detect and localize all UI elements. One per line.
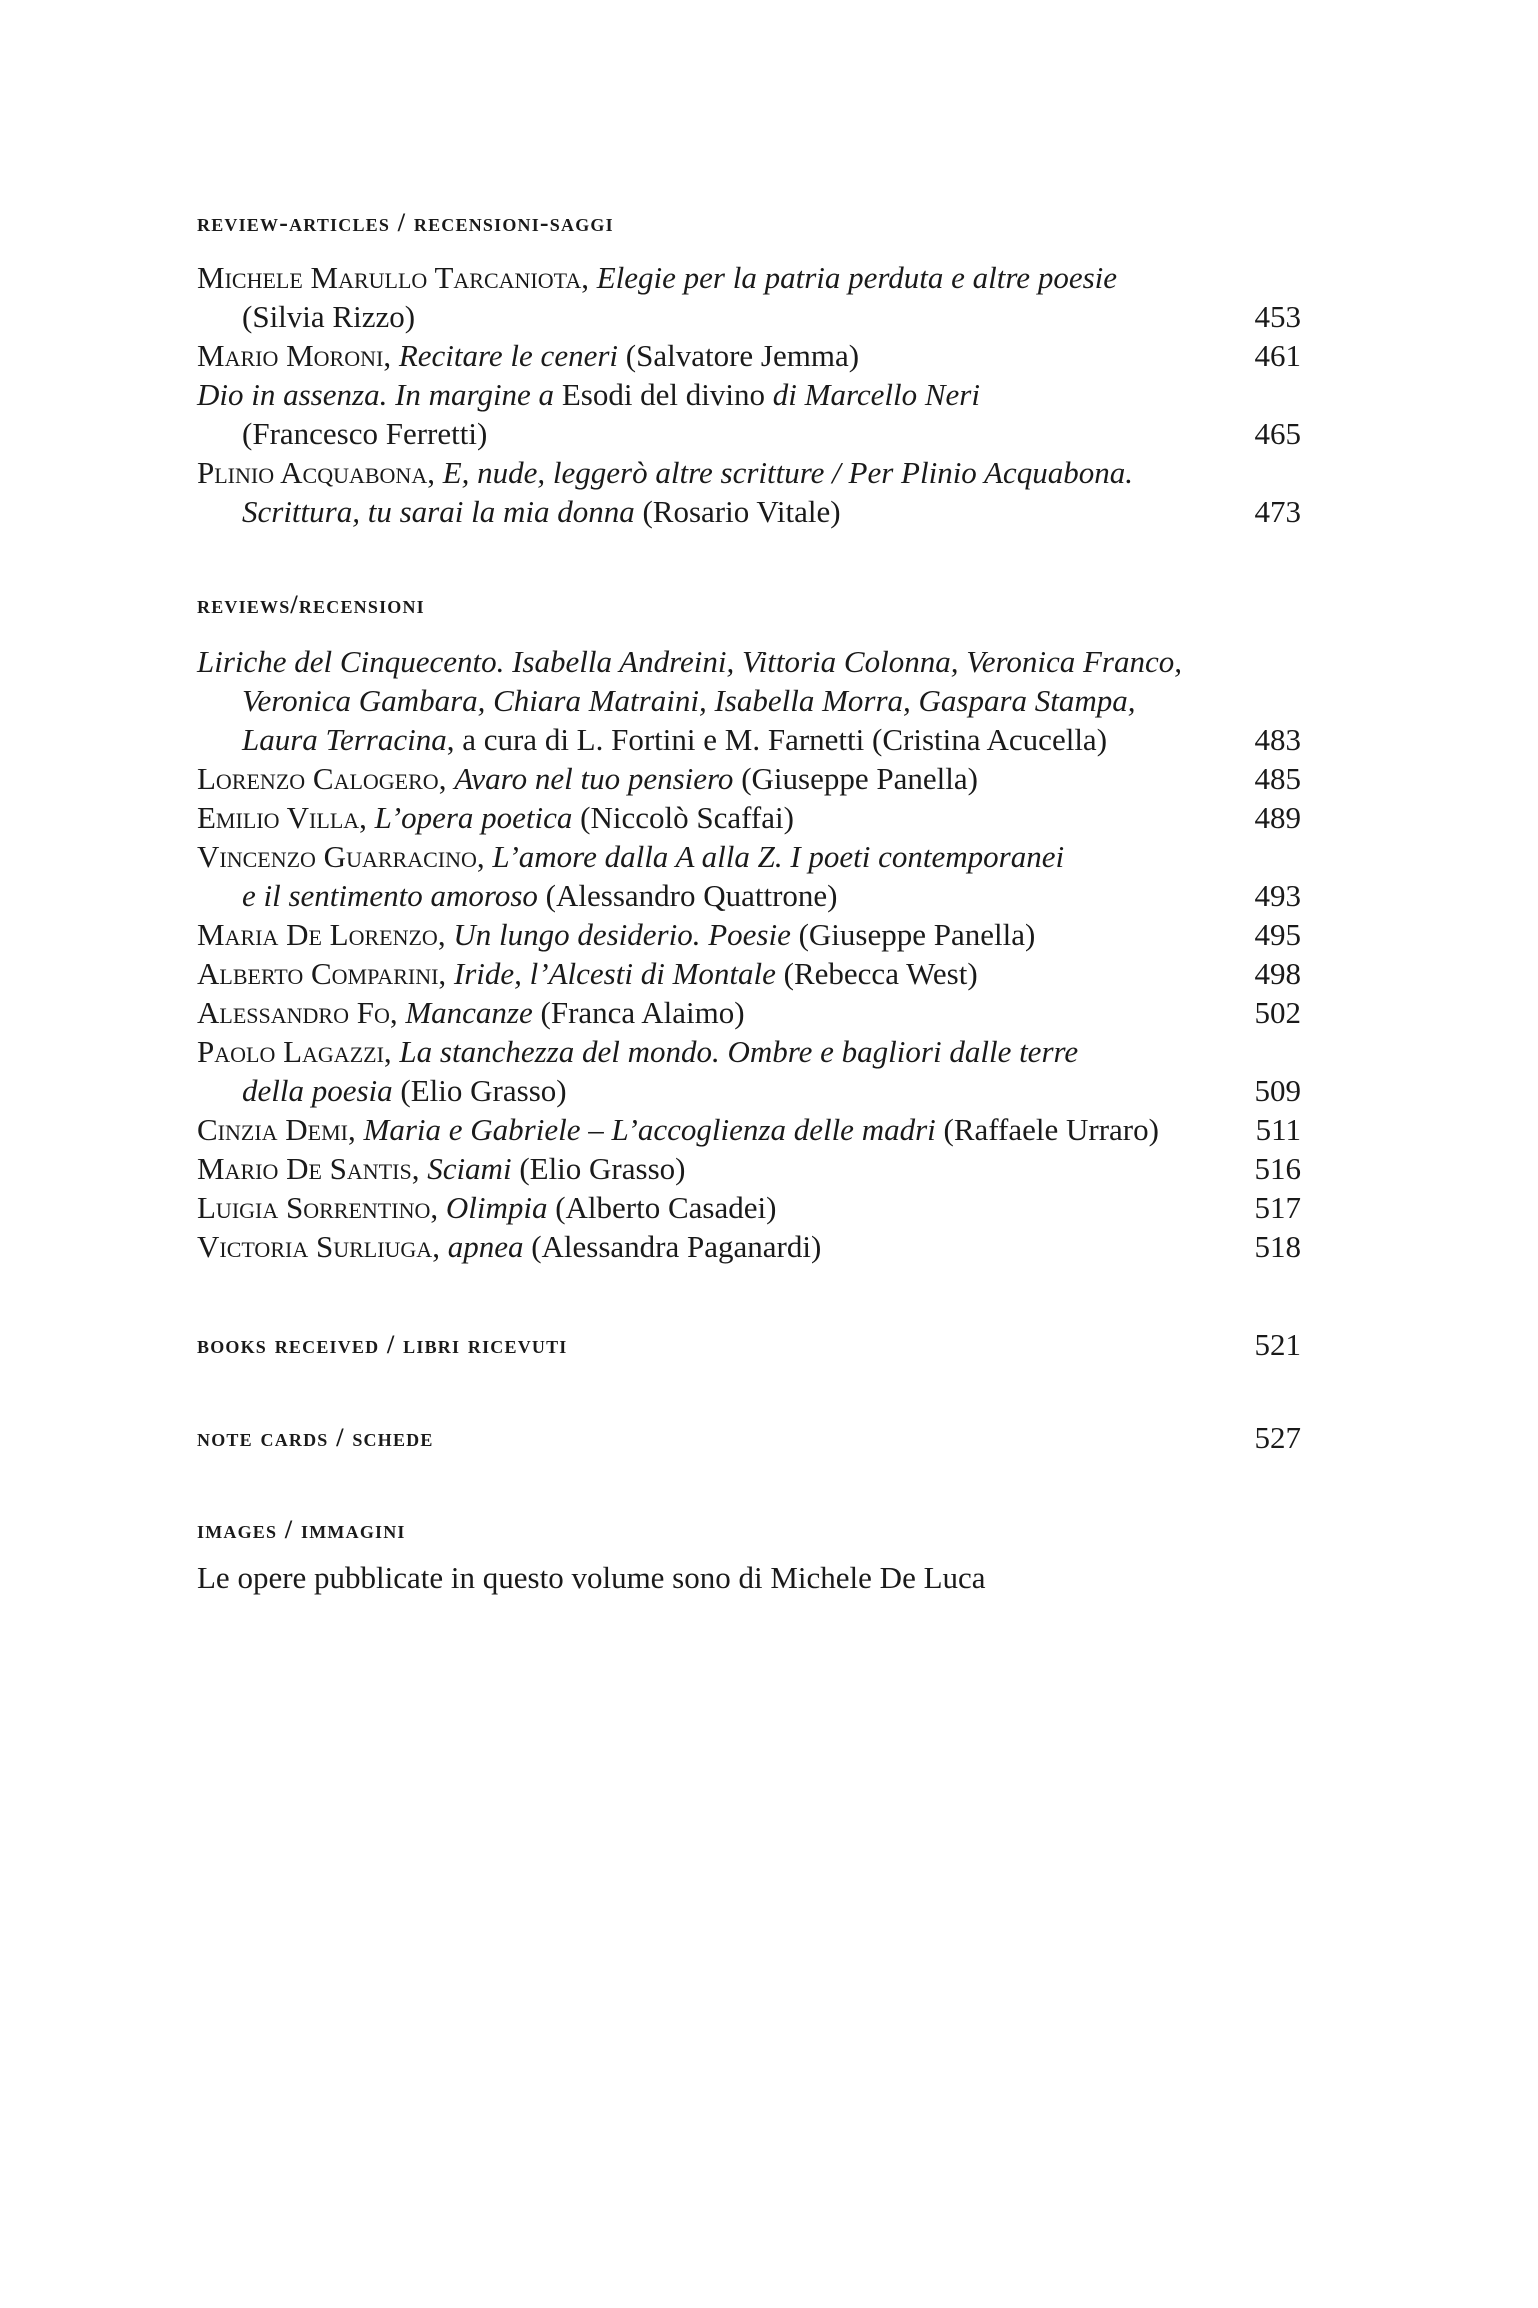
- entry-reviewer: (Giuseppe Panella): [790, 917, 1036, 952]
- toc-entry[interactable]: Maria De Lorenzo, Un lungo desiderio. Poesie (Giuseppe Panella) 495: [197, 917, 1301, 952]
- entry-page-number: 473: [1254, 494, 1301, 529]
- entry-author: Plinio Acquabona: [197, 455, 428, 490]
- entry-title: Maria e Gabriele – L’accoglienza delle madri: [363, 1112, 936, 1147]
- entry-reviewer: (Elio Grasso): [392, 1073, 567, 1108]
- entry-page-number: 489: [1254, 800, 1301, 835]
- toc-entry[interactable]: Alessandro Fo, Mancanze (Franca Alaimo) 502: [197, 995, 1301, 1030]
- entry-title: Elegie per la patria perduta e altre poesie: [596, 260, 1118, 295]
- toc-entry[interactable]: Vincenzo Guarracino, L’amore dalla A alla Z. I poeti contemporanei e il sentimento amoroso (Alessandro Quattrone) 493: [197, 839, 1301, 913]
- toc-entry[interactable]: Lorenzo Calogero, Avaro nel tuo pensiero (Giuseppe Panella) 485: [197, 761, 1301, 796]
- toc-entry[interactable]: Victoria Surliuga, apnea (Alessandra Paganardi) 518: [197, 1229, 1301, 1264]
- entry-reviewer: (Silvia Rizzo): [242, 299, 416, 334]
- entry-reviewer: (Alessandro Quattrone): [537, 878, 838, 913]
- entry-reviewer: (Giuseppe Panella): [733, 761, 978, 796]
- entry-page-number: 453: [1254, 299, 1301, 334]
- entry-page-number: 518: [1254, 1229, 1301, 1264]
- toc-entry[interactable]: Alberto Comparini, Iride, l’Alcesti di Montale (Rebecca West) 498: [197, 956, 1301, 991]
- entry-reviewer: (Alessandra Paganardi): [523, 1229, 822, 1264]
- entry-reviewer: (Rosario Vitale): [634, 494, 841, 529]
- entry-author: Vincenzo Guarracino: [197, 839, 477, 874]
- toc-entry[interactable]: Mario De Santis, Sciami (Elio Grasso) 516: [197, 1151, 1301, 1186]
- entry-reviewer: (Alberto Casadei): [547, 1190, 777, 1225]
- entry-title: apnea: [447, 1229, 524, 1264]
- entry-page-number: 465: [1254, 416, 1301, 451]
- entry-author: Alessandro Fo: [197, 995, 390, 1030]
- section-review-articles: [197, 208, 1301, 238]
- entry-reviewer: (Rebecca West): [775, 956, 978, 991]
- entry-page-number: 527: [1254, 1420, 1301, 1455]
- entry-page-number: 495: [1254, 917, 1301, 952]
- toc-entry[interactable]: Dio in assenza. In margine a Esodi del divino di Marcello Neri (Francesco Ferretti) 465: [197, 377, 1301, 451]
- toc-entry[interactable]: Cinzia Demi, Maria e Gabriele – L’accoglienza delle madri (Raffaele Urraro) 511: [197, 1112, 1301, 1147]
- entry-author: Maria De Lorenzo: [197, 917, 438, 952]
- entry-title: Un lungo desiderio. Poesie: [453, 917, 791, 952]
- entry-author: Paolo Lagazzi: [197, 1034, 384, 1069]
- entry-title: Avaro nel tuo pensiero: [454, 761, 734, 796]
- entry-page-number: 511: [1255, 1112, 1301, 1147]
- toc-entry[interactable]: Mario Moroni, Recitare le ceneri (Salvatore Jemma) 461: [197, 338, 1301, 373]
- entry-title: Sciami: [427, 1151, 512, 1186]
- entry-title: L’amore dalla A alla Z. I poeti contemporanei: [492, 839, 1065, 874]
- entry-author: Emilio Villa: [197, 800, 360, 835]
- section-heading-reviews: reviews/recensioni: [197, 590, 425, 619]
- entry-page-number: 485: [1254, 761, 1301, 796]
- toc-entry[interactable]: Plinio Acquabona, E, nude, leggerò altre scritture / Per Plinio Acquabona. Scrittura, tu sarai la mia donna (Rosario Vitale) 473: [197, 455, 1301, 529]
- toc-entry[interactable]: Emilio Villa, L’opera poetica (Niccolò Scaffai) 489: [197, 800, 1301, 835]
- entry-page-number: 461: [1254, 338, 1301, 373]
- toc-entry[interactable]: Paolo Lagazzi, La stanchezza del mondo. Ombre e bagliori dalle terre della poesia (Elio Grasso) 509: [197, 1034, 1301, 1108]
- entry-title: Iride, l’Alcesti di Montale: [453, 956, 776, 991]
- entry-title: Olimpia: [445, 1190, 548, 1225]
- entry-author: Mario De Santis: [197, 1151, 412, 1186]
- entry-author: Michele Marullo Tarcaniota: [197, 260, 582, 295]
- entry-title: E, nude, leggerò altre scritture / Per Plinio Acquabona.: [442, 455, 1133, 490]
- entry-author: Alberto Comparini: [197, 956, 439, 991]
- images-credit: Le opere pubblicate in questo volume sono di Michele De Luca: [197, 1560, 986, 1595]
- entry-reviewer: (Raffaele Urraro): [935, 1112, 1159, 1147]
- entry-author: Mario Moroni: [197, 338, 384, 373]
- entry-title: Mancanze: [405, 995, 533, 1030]
- section-heading-books-received: books received / libri ricevuti 521: [197, 1327, 1301, 1362]
- entry-page-number: 498: [1254, 956, 1301, 991]
- entry-reviewer: (Elio Grasso): [511, 1151, 686, 1186]
- entry-page-number: 516: [1254, 1151, 1301, 1186]
- entry-reviewer: (Francesco Ferretti): [242, 416, 488, 451]
- section-heading-images: images / immagini: [197, 1515, 406, 1544]
- entry-reviewer: (Franca Alaimo): [532, 995, 745, 1030]
- entry-page-number: 483: [1254, 722, 1301, 757]
- section-reviews: [197, 590, 1301, 620]
- entry-title: La stanchezza del mondo. Ombre e bagliori dalle terre: [399, 1034, 1079, 1069]
- toc-entry[interactable]: Liriche del Cinquecento. Isabella Andreini, Vittoria Colonna, Veronica Franco, Veronica Gambara, Chiara Matraini, Isabella Morra, Gaspara Stampa, Laura Terracina, a cura di L. Fortini e M. Farnetti (Cristina Acucella) 483: [197, 644, 1301, 757]
- toc-entry-note-cards[interactable]: [197, 1420, 1301, 1455]
- entry-title: Recitare le ceneri: [398, 338, 619, 373]
- entry-title: L’opera poetica: [374, 800, 573, 835]
- toc-entry[interactable]: Luigia Sorrentino, Olimpia (Alberto Casadei) 517: [197, 1190, 1301, 1225]
- toc-entry-books-received[interactable]: [197, 1327, 1301, 1362]
- section-heading-note-cards: note cards / schede 527: [197, 1420, 1301, 1455]
- entry-reviewer: (Niccolò Scaffai): [572, 800, 794, 835]
- entry-author: Luigia Sorrentino: [197, 1190, 431, 1225]
- entry-page-number: 509: [1254, 1073, 1301, 1108]
- entry-author: Lorenzo Calogero: [197, 761, 439, 796]
- entry-page-number: 502: [1254, 995, 1301, 1030]
- entry-author: Cinzia Demi: [197, 1112, 349, 1147]
- entry-page-number: 517: [1254, 1190, 1301, 1225]
- entry-author: Victoria Surliuga: [197, 1229, 433, 1264]
- section-images: [197, 1515, 1301, 1545]
- entry-reviewer: (Salvatore Jemma): [618, 338, 860, 373]
- entry-page-number: 521: [1254, 1327, 1301, 1362]
- section-heading-review-articles: review-articles / recensioni-saggi: [197, 208, 614, 237]
- entry-page-number: 493: [1254, 878, 1301, 913]
- toc-entry[interactable]: Michele Marullo Tarcaniota, Elegie per la patria perduta e altre poesie (Silvia Rizzo) 453: [197, 260, 1301, 334]
